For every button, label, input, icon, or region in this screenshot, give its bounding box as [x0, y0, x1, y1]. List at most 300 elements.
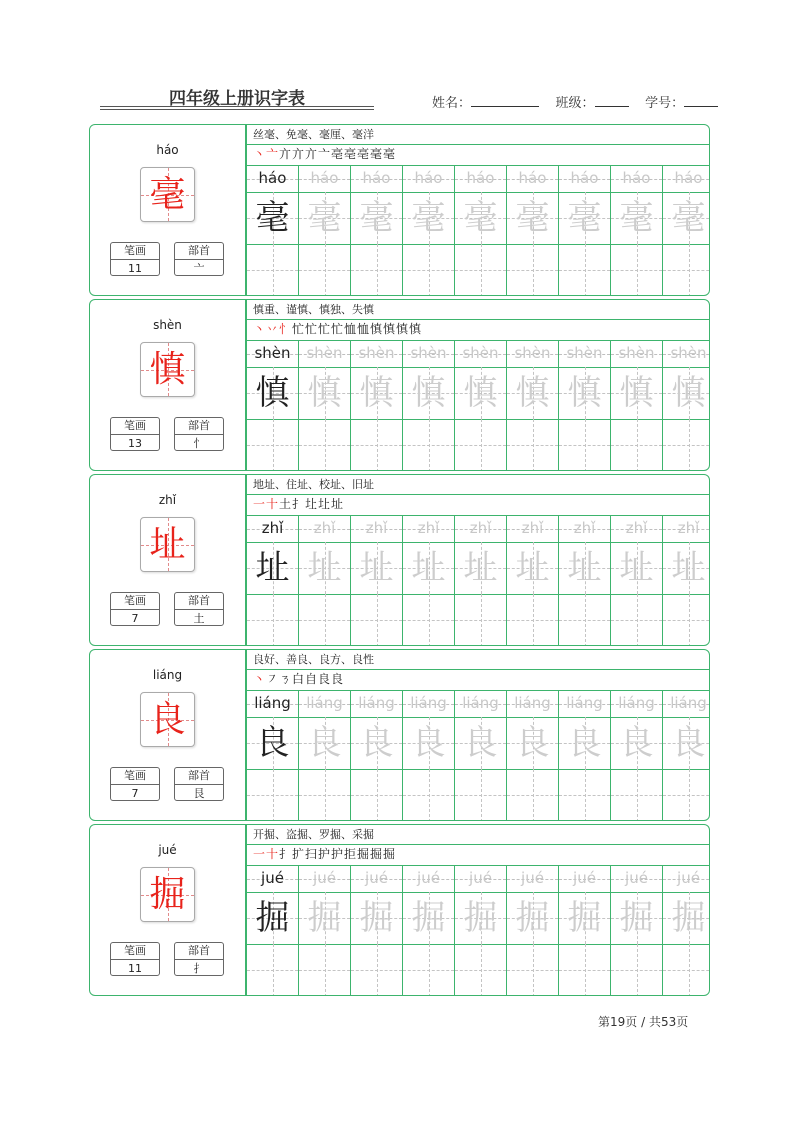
stroke-count-label: 笔画: [111, 768, 159, 785]
pinyin-text: liáng: [618, 694, 655, 712]
char-info-panel: [90, 300, 245, 470]
pinyin-cell: [455, 866, 507, 892]
char-text: 掘: [671, 898, 706, 938]
practice-cell[interactable]: [299, 944, 351, 996]
pinyin-text: zhǐ: [677, 519, 700, 537]
char-cell: [663, 717, 710, 769]
pinyin-cell: [663, 166, 710, 192]
row-line: [247, 494, 709, 495]
word-examples: 丝毫、免毫、毫厘、毫洋: [253, 128, 374, 141]
char-cell: [247, 892, 299, 944]
char-text: 址: [411, 548, 446, 588]
char-cell: [299, 717, 351, 769]
row-line: [247, 319, 709, 320]
char-cell: [663, 367, 710, 419]
character-card: [89, 299, 710, 471]
char-cell: [611, 367, 663, 419]
practice-cell[interactable]: [611, 944, 663, 996]
pinyin-cell: [247, 166, 299, 192]
pinyin-text: jué: [469, 869, 492, 887]
stroke-count-box: [110, 242, 160, 276]
pinyin-cell: [663, 866, 710, 892]
pinyin-cell: [507, 516, 559, 542]
char-cell: [611, 192, 663, 244]
char-info-panel: [90, 475, 245, 645]
char-pinyin: zhǐ: [158, 493, 177, 507]
stroke-count-box: [110, 942, 160, 976]
word-examples: 慎重、谨慎、慎独、失慎: [253, 303, 374, 316]
char-text: 毫: [255, 198, 290, 238]
practice-cell[interactable]: [663, 594, 710, 646]
char-display: 良: [149, 699, 186, 740]
char-cell: [247, 192, 299, 244]
pinyin-text: shèn: [670, 344, 707, 362]
practice-cell[interactable]: [663, 944, 710, 996]
practice-cell[interactable]: [455, 769, 507, 821]
char-text: 良: [411, 723, 446, 763]
row-line: [247, 144, 709, 145]
student-info-fields: [432, 92, 718, 111]
char-text: 毫: [359, 198, 394, 238]
practice-cell[interactable]: [403, 769, 455, 821]
stroke-count-value: 11: [128, 262, 142, 275]
char-display: 掘: [149, 874, 186, 915]
practice-cell[interactable]: [559, 419, 611, 471]
pinyin-cell: [507, 341, 559, 367]
char-display-box: [140, 167, 195, 222]
practice-cell[interactable]: [403, 244, 455, 296]
char-cell: [403, 892, 455, 944]
pinyin-text: shèn: [410, 344, 447, 362]
practice-cell[interactable]: [403, 944, 455, 996]
practice-cell[interactable]: [611, 419, 663, 471]
char-cell: [507, 892, 559, 944]
pinyin-text: zhǐ: [521, 519, 544, 537]
practice-cell[interactable]: [455, 419, 507, 471]
practice-cell[interactable]: [611, 244, 663, 296]
practice-cell[interactable]: [403, 594, 455, 646]
practice-cell[interactable]: [351, 944, 403, 996]
page-title: 四年级上册识字表: [169, 89, 305, 109]
pinyin-cell: [299, 866, 351, 892]
pinyin-text: zhǐ: [625, 519, 648, 537]
pinyin-cell: [611, 866, 663, 892]
practice-cell[interactable]: [247, 594, 299, 646]
pinyin-text: háo: [258, 169, 287, 187]
practice-cell[interactable]: [507, 944, 559, 996]
char-text: 毫: [619, 198, 654, 238]
char-cell: [247, 367, 299, 419]
name-blank[interactable]: [471, 94, 539, 107]
char-text: 址: [619, 548, 654, 588]
practice-cell[interactable]: [351, 594, 403, 646]
char-cell: [507, 367, 559, 419]
radical-box: [174, 767, 224, 801]
practice-panel: [247, 125, 709, 295]
char-text: 慎: [255, 373, 290, 413]
pinyin-cell: [247, 516, 299, 542]
pinyin-cell: [299, 516, 351, 542]
stroke-count-box: [110, 592, 160, 626]
radical-label: 部首: [175, 593, 223, 610]
char-text: 毫: [411, 198, 446, 238]
stroke-order-rest: 忙忙忙忙恤恤慎慎慎慎: [292, 322, 423, 336]
char-text: 良: [567, 723, 602, 763]
char-text: 掘: [619, 898, 654, 938]
practice-cell[interactable]: [507, 769, 559, 821]
pinyin-text: shèn: [566, 344, 603, 362]
pinyin-text: háo: [674, 169, 703, 187]
practice-cell[interactable]: [247, 944, 299, 996]
char-text: 掘: [515, 898, 550, 938]
char-text: 址: [359, 548, 394, 588]
pinyin-cell: [247, 691, 299, 717]
char-text: 掘: [411, 898, 446, 938]
radical-label: 部首: [175, 768, 223, 785]
pinyin-text: háo: [570, 169, 599, 187]
pinyin-row: [247, 866, 709, 892]
practice-cell[interactable]: [247, 419, 299, 471]
name-label: 姓名：: [432, 96, 472, 111]
char-text: 址: [255, 548, 290, 588]
char-text: 址: [567, 548, 602, 588]
pinyin-text: háo: [414, 169, 443, 187]
char-cell: [507, 542, 559, 594]
char-cell: [663, 192, 710, 244]
practice-cell[interactable]: [507, 244, 559, 296]
practice-panel: [247, 825, 709, 995]
char-pinyin: shèn: [153, 318, 182, 332]
radical-box: [174, 942, 224, 976]
practice-cell[interactable]: [351, 419, 403, 471]
char-text: 良: [671, 723, 706, 763]
practice-cell[interactable]: [455, 244, 507, 296]
char-text: 掘: [463, 898, 498, 938]
char-trace-row: [247, 367, 709, 419]
radical-box: [174, 592, 224, 626]
stroke-order-lead: 一十: [253, 847, 280, 861]
pinyin-text: liáng: [358, 694, 395, 712]
pinyin-text: háo: [518, 169, 547, 187]
radical-value: 扌: [193, 962, 205, 975]
practice-cell[interactable]: [611, 769, 663, 821]
stroke-count-label: 笔画: [111, 943, 159, 960]
char-text: 良: [515, 723, 550, 763]
char-cell: [455, 542, 507, 594]
pinyin-text: jué: [365, 869, 388, 887]
stroke-order-rest: 亣亣亣亠亳亳亳毫毫: [279, 147, 397, 161]
pinyin-text: shèn: [462, 344, 499, 362]
pinyin-cell: [455, 691, 507, 717]
char-cell: [663, 892, 710, 944]
char-cell: [403, 367, 455, 419]
char-cell: [351, 192, 403, 244]
pinyin-text: háo: [310, 169, 339, 187]
pinyin-text: háo: [466, 169, 495, 187]
char-text: 慎: [515, 373, 550, 413]
practice-cell[interactable]: [455, 594, 507, 646]
pinyin-cell: [247, 866, 299, 892]
practice-cell[interactable]: [559, 944, 611, 996]
stroke-count-label: 笔画: [111, 243, 159, 260]
pinyin-cell: [559, 516, 611, 542]
pinyin-text: shèn: [306, 344, 343, 362]
char-text: 毫: [567, 198, 602, 238]
char-cell: [559, 892, 611, 944]
pinyin-cell: [351, 691, 403, 717]
char-text: 址: [307, 548, 342, 588]
practice-cell[interactable]: [299, 419, 351, 471]
char-cell: [611, 892, 663, 944]
pinyin-cell: [351, 341, 403, 367]
pinyin-row: [247, 691, 709, 717]
row-line: [247, 669, 709, 670]
char-cell: [403, 717, 455, 769]
pinyin-cell: [611, 691, 663, 717]
pinyin-text: zhǐ: [469, 519, 492, 537]
char-trace-row: [247, 892, 709, 944]
pinyin-text: zhǐ: [365, 519, 388, 537]
practice-row: [247, 419, 709, 471]
pinyin-text: liáng: [566, 694, 603, 712]
pinyin-cell: [663, 341, 710, 367]
pinyin-text: shèn: [358, 344, 395, 362]
char-trace-row: [247, 542, 709, 594]
page-number: 第19页 / 共53页: [598, 1015, 689, 1029]
radical-label: 部首: [175, 243, 223, 260]
pinyin-cell: [455, 166, 507, 192]
char-text: 掘: [307, 898, 342, 938]
character-card: [89, 824, 710, 996]
char-pinyin: liáng: [152, 668, 183, 682]
pinyin-text: zhǐ: [261, 519, 284, 537]
practice-cell[interactable]: [247, 769, 299, 821]
practice-cell[interactable]: [351, 244, 403, 296]
word-examples: 良好、善良、良方、良性: [253, 653, 374, 666]
radical-label: 部首: [175, 943, 223, 960]
class-blank[interactable]: [595, 94, 629, 107]
char-display: 址: [149, 524, 186, 565]
pinyin-cell: [507, 166, 559, 192]
char-cell: [559, 192, 611, 244]
id-blank[interactable]: [684, 94, 718, 107]
pinyin-text: shèn: [514, 344, 551, 362]
pinyin-text: jué: [521, 869, 544, 887]
radical-value: 忄: [193, 437, 205, 450]
title-underline: [100, 106, 374, 107]
char-text: 良: [359, 723, 394, 763]
pinyin-cell: [611, 166, 663, 192]
stroke-order-lead: 丶丷忄: [253, 322, 293, 336]
pinyin-text: liáng: [254, 694, 291, 712]
class-label: 班级：: [555, 96, 595, 111]
practice-cell[interactable]: [663, 769, 710, 821]
practice-cell[interactable]: [611, 594, 663, 646]
practice-cell[interactable]: [403, 419, 455, 471]
char-cell: [507, 192, 559, 244]
char-text: 良: [255, 723, 290, 763]
char-text: 毫: [515, 198, 550, 238]
char-cell: [247, 717, 299, 769]
character-card: [89, 649, 710, 821]
practice-cell[interactable]: [299, 594, 351, 646]
pinyin-text: jué: [261, 869, 284, 887]
practice-row: [247, 594, 709, 646]
char-trace-row: [247, 717, 709, 769]
char-cell: [247, 542, 299, 594]
radical-label: 部首: [175, 418, 223, 435]
stroke-count-label: 笔画: [111, 418, 159, 435]
char-cell: [351, 892, 403, 944]
char-text: 慎: [359, 373, 394, 413]
pinyin-cell: [299, 166, 351, 192]
practice-cell[interactable]: [299, 244, 351, 296]
practice-row: [247, 769, 709, 821]
char-display-box: [140, 692, 195, 747]
char-cell: [611, 717, 663, 769]
char-display-box: [140, 517, 195, 572]
char-cell: [299, 892, 351, 944]
practice-cell[interactable]: [299, 769, 351, 821]
pinyin-text: shèn: [254, 344, 291, 362]
char-text: 良: [619, 723, 654, 763]
practice-cell[interactable]: [507, 419, 559, 471]
char-cell: [559, 542, 611, 594]
char-cell: [663, 542, 710, 594]
char-display-box: [140, 867, 195, 922]
practice-cell[interactable]: [559, 244, 611, 296]
pinyin-cell: [507, 691, 559, 717]
char-text: 址: [515, 548, 550, 588]
pinyin-cell: [559, 341, 611, 367]
stroke-order-rest: 扌扩扫护护拒掘掘掘: [279, 847, 397, 861]
char-cell: [351, 367, 403, 419]
stroke-count-value: 11: [128, 962, 142, 975]
char-cell: [299, 542, 351, 594]
stroke-order-rest: ㇇ㄋ白自良良: [266, 672, 345, 686]
char-text: 慎: [671, 373, 706, 413]
pinyin-cell: [247, 341, 299, 367]
practice-cell[interactable]: [663, 244, 710, 296]
radical-box: [174, 417, 224, 451]
pinyin-cell: [299, 691, 351, 717]
pinyin-cell: [351, 866, 403, 892]
char-cell: [299, 192, 351, 244]
pinyin-text: liáng: [670, 694, 707, 712]
pinyin-cell: [507, 866, 559, 892]
char-text: 良: [307, 723, 342, 763]
char-info-panel: [90, 125, 245, 295]
pinyin-row: [247, 166, 709, 192]
stroke-order: [253, 321, 422, 337]
practice-cell[interactable]: [247, 244, 299, 296]
char-text: 毫: [671, 198, 706, 238]
stroke-order: [253, 846, 396, 862]
char-cell: [351, 542, 403, 594]
pinyin-text: jué: [313, 869, 336, 887]
word-examples: 地址、住址、校址、旧址: [253, 478, 374, 491]
char-pinyin: háo: [156, 143, 179, 157]
practice-panel: [247, 300, 709, 470]
practice-row: [247, 944, 709, 996]
char-text: 慎: [619, 373, 654, 413]
char-display: 慎: [149, 349, 186, 390]
radical-value: 亠: [193, 262, 205, 275]
practice-panel: [247, 475, 709, 645]
radical-box: [174, 242, 224, 276]
pinyin-text: háo: [622, 169, 651, 187]
pinyin-cell: [299, 341, 351, 367]
practice-cell[interactable]: [507, 594, 559, 646]
character-card: [89, 124, 710, 296]
radical-value: 土: [193, 612, 205, 625]
pinyin-cell: [611, 516, 663, 542]
pinyin-text: zhǐ: [417, 519, 440, 537]
pinyin-cell: [611, 341, 663, 367]
char-display-box: [140, 342, 195, 397]
pinyin-cell: [559, 691, 611, 717]
pinyin-cell: [403, 341, 455, 367]
pinyin-cell: [351, 166, 403, 192]
pinyin-text: zhǐ: [313, 519, 336, 537]
pinyin-text: jué: [573, 869, 596, 887]
char-pinyin: jué: [158, 843, 177, 857]
pinyin-cell: [559, 866, 611, 892]
pinyin-text: liáng: [410, 694, 447, 712]
stroke-count-box: [110, 767, 160, 801]
char-text: 慎: [463, 373, 498, 413]
pinyin-cell: [663, 691, 710, 717]
pinyin-cell: [559, 166, 611, 192]
practice-cell[interactable]: [559, 769, 611, 821]
char-text: 毫: [307, 198, 342, 238]
char-cell: [403, 192, 455, 244]
practice-cell[interactable]: [559, 594, 611, 646]
char-text: 慎: [411, 373, 446, 413]
stroke-order: [253, 671, 344, 687]
char-cell: [559, 367, 611, 419]
pinyin-text: jué: [417, 869, 440, 887]
stroke-order-lead: 丶亠: [253, 147, 280, 161]
stroke-count-box: [110, 417, 160, 451]
char-cell: [455, 192, 507, 244]
word-examples: 开掘、盗掘、罗掘、采掘: [253, 828, 374, 841]
char-info-panel: [90, 650, 245, 820]
char-cell: [559, 717, 611, 769]
stroke-order-lead: 一十: [253, 497, 280, 511]
pinyin-text: liáng: [306, 694, 343, 712]
char-cell: [403, 542, 455, 594]
pinyin-text: háo: [362, 169, 391, 187]
pinyin-text: shèn: [618, 344, 655, 362]
char-cell: [507, 717, 559, 769]
practice-cell[interactable]: [455, 944, 507, 996]
practice-cell[interactable]: [663, 419, 710, 471]
char-text: 址: [671, 548, 706, 588]
pinyin-cell: [403, 691, 455, 717]
row-line: [247, 844, 709, 845]
char-text: 掘: [359, 898, 394, 938]
title-underline-2: [100, 109, 374, 110]
char-display: 毫: [149, 174, 186, 215]
practice-cell[interactable]: [351, 769, 403, 821]
char-trace-row: [247, 192, 709, 244]
pinyin-cell: [455, 516, 507, 542]
char-cell: [299, 367, 351, 419]
pinyin-row: [247, 341, 709, 367]
pinyin-cell: [403, 166, 455, 192]
char-text: 良: [463, 723, 498, 763]
